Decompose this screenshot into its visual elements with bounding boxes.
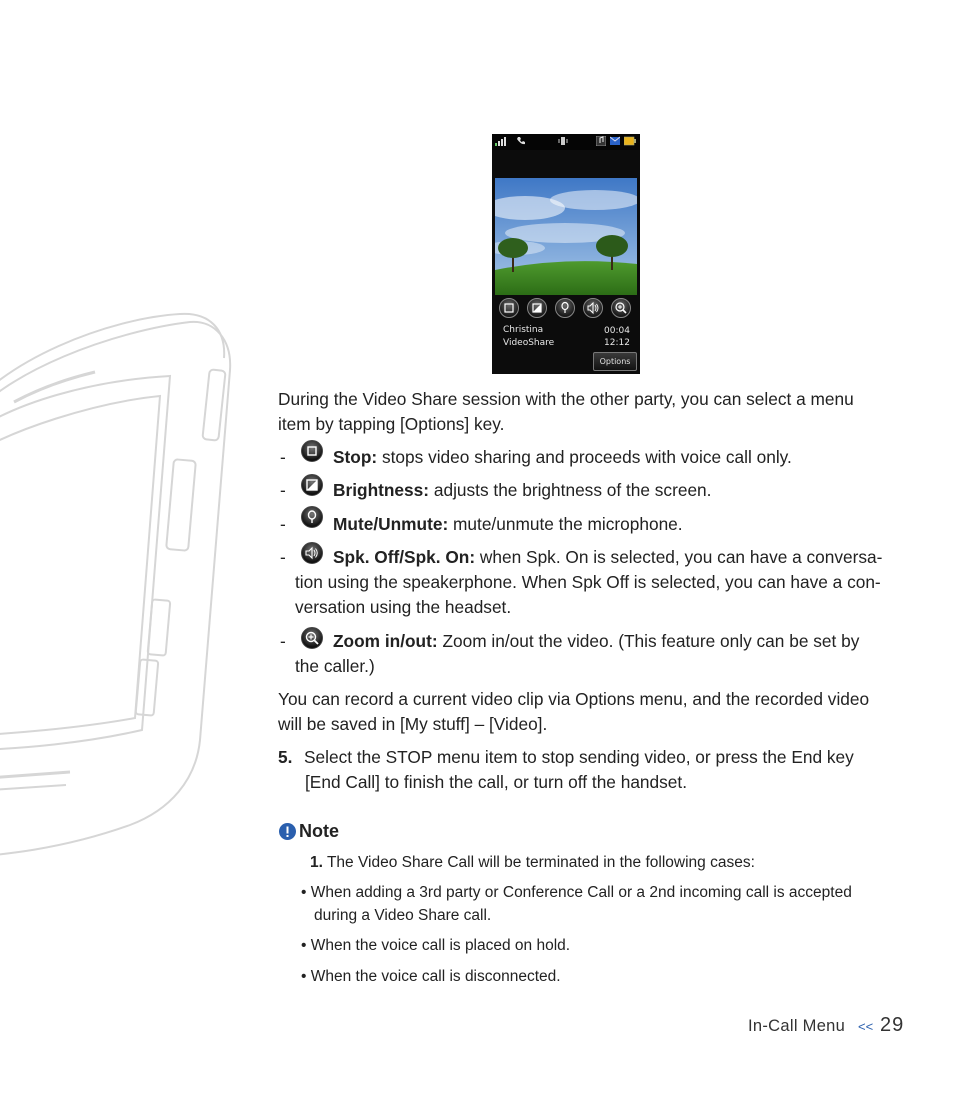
call-timer: 00:04 bbox=[604, 326, 630, 336]
zoom-in-icon bbox=[301, 627, 323, 649]
speaker-item-line-1: Spk. Off/Spk. On: when Spk. On is selected, you can have a conversa- bbox=[333, 547, 883, 567]
vibrate-icon bbox=[558, 136, 568, 147]
video-share-controls bbox=[492, 298, 640, 324]
phone-screenshot bbox=[492, 134, 640, 374]
zoom-item-line-2: the caller.) bbox=[295, 656, 375, 676]
brightness-icon bbox=[301, 474, 323, 496]
zoom-item-line-1: Zoom in/out: Zoom in/out the video. (This feature only can be set by bbox=[333, 631, 860, 651]
record-line-1: You can record a current video clip via Options menu, and the recorded video bbox=[278, 689, 870, 709]
brightness-item: Brightness: adjusts the brightness of the screen. bbox=[333, 480, 712, 500]
note-title: Note bbox=[299, 821, 339, 841]
note-bullet-2: • When the voice call is placed on hold. bbox=[301, 937, 571, 954]
section-arrows: << bbox=[858, 1019, 874, 1034]
speaker-item-line-2: tion using the speakerphone. When Spk Off is selected, you can have a con- bbox=[295, 572, 881, 592]
brightness-button[interactable] bbox=[527, 298, 547, 318]
list-dash: - bbox=[280, 631, 286, 651]
status-bar bbox=[492, 134, 640, 150]
speaker-item-line-3: versation using the headset. bbox=[295, 597, 512, 617]
mute-item: Mute/Unmute: mute/unmute the microphone. bbox=[333, 514, 683, 534]
step-5-line-1: Select the STOP menu item to stop sending video, or press the End key bbox=[304, 747, 854, 767]
intro-line-2: item by tapping [Options] key. bbox=[278, 414, 505, 434]
signal-icon bbox=[495, 136, 513, 147]
list-dash: - bbox=[280, 514, 286, 534]
mute-button[interactable] bbox=[555, 298, 575, 318]
call-clock: 12:12 bbox=[604, 338, 630, 348]
intro-line-1: During the Video Share session with the other party, you can select a menu bbox=[278, 389, 854, 409]
note-item-1: 1. The Video Share Call will be terminated in the following cases: bbox=[310, 854, 755, 871]
call-icon bbox=[516, 136, 526, 147]
info-exclamation-icon bbox=[279, 823, 296, 840]
step-5-line-2: [End Call] to finish the call, or turn off the handset. bbox=[305, 772, 688, 792]
phone-outline-illustration bbox=[0, 310, 240, 870]
stop-item: Stop: stops video sharing and proceeds with voice call only. bbox=[333, 447, 792, 467]
zoom-button[interactable] bbox=[611, 298, 631, 318]
step-number: 5. bbox=[278, 747, 293, 767]
caller-name: Christina bbox=[503, 325, 544, 335]
section-label: In-Call Menu bbox=[748, 1017, 846, 1035]
list-dash: - bbox=[280, 447, 286, 467]
speaker-icon bbox=[301, 542, 323, 564]
record-line-2: will be saved in [My stuff] – [Video]. bbox=[278, 714, 548, 734]
microphone-icon bbox=[301, 506, 323, 528]
note-bullet-1-line-2: during a Video Share call. bbox=[314, 907, 492, 924]
speaker-button[interactable] bbox=[583, 298, 603, 318]
caller-service: VideoShare bbox=[503, 338, 555, 348]
list-dash: - bbox=[280, 547, 286, 567]
page-number: 29 bbox=[880, 1014, 905, 1036]
note-bullet-1-line-1: • When adding a 3rd party or Conference Call or a 2nd incoming call is accepted bbox=[301, 884, 852, 901]
options-softkey[interactable]: Options bbox=[593, 352, 637, 371]
stop-icon bbox=[301, 440, 323, 462]
music-icon bbox=[596, 136, 606, 147]
list-dash: - bbox=[280, 480, 286, 500]
battery-icon bbox=[624, 136, 636, 147]
stop-button[interactable] bbox=[499, 298, 519, 318]
note-bullet-3: • When the voice call is disconnected. bbox=[301, 968, 561, 985]
video-preview bbox=[495, 178, 637, 295]
message-icon bbox=[610, 136, 620, 147]
